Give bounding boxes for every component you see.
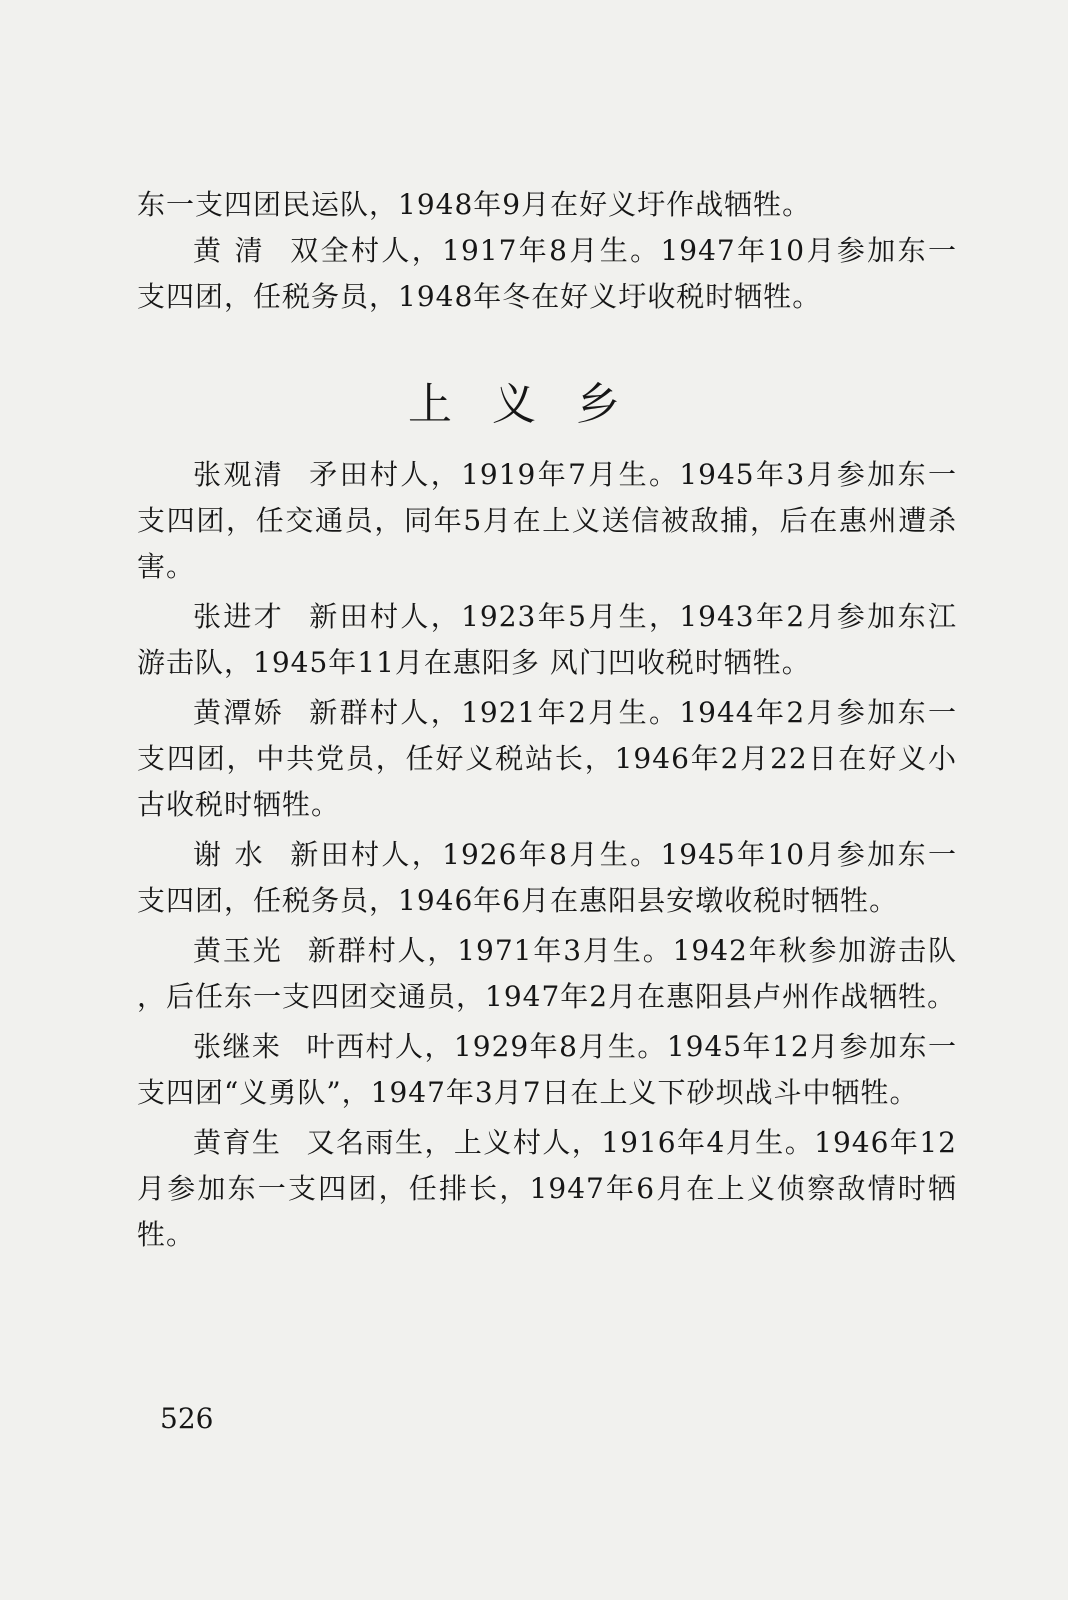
martyr-entry (137, 228, 957, 320)
martyr-name: 黄玉光 (193, 934, 283, 967)
martyr-entry (137, 1120, 957, 1258)
continuation-paragraph: 东一支四团民运队，1948年9月在好义圩作战牺牲。 (137, 188, 812, 221)
martyr-bio: 矛田村人，1919年7月生。1945年3月参加东一支四团，任交通员，同年5月在上义送信被敌捕，后在惠州遭杀害。 (137, 458, 957, 583)
martyr-entry (137, 594, 957, 686)
martyr-name: 张观清 (193, 458, 285, 491)
martyr-entry (137, 928, 957, 1020)
martyr-name: 黄育生 (193, 1126, 282, 1159)
martyr-entry (137, 452, 957, 590)
main-text-block (137, 452, 957, 1258)
martyr-name: 张继来 (193, 1030, 282, 1063)
martyr-name: 黄潭娇 (193, 696, 285, 729)
martyr-bio: 新田村人，1923年5月生，1943年2月参加东江游击队，1945年11月在惠阳多 风门凹收税时牺牲。 (137, 600, 957, 679)
martyr-bio: 双全村人，1917年8月生。1947年10月参加东一支四团，任税务员，1948年冬在好义圩收税时牺牲。 (137, 234, 957, 313)
top-text-block (137, 182, 957, 320)
martyr-entry (137, 1024, 957, 1116)
martyr-name: 谢 水 (193, 838, 266, 871)
martyr-name: 黄 清 (193, 234, 266, 267)
martyr-name: 张进才 (193, 600, 285, 633)
martyr-bio: 叶西村人，1929年8月生。1945年12月参加东一支四团“义勇队”，1947年3月7日在上义下砂坝战斗中牺牲。 (137, 1030, 957, 1109)
martyr-entry (137, 690, 957, 828)
martyr-bio: 新群村人，1921年2月生。1944年2月参加东一支四团，中共党员，任好义税站长，1946年2月22日在好义小古收税时牺牲。 (137, 696, 957, 821)
martyr-bio: 新田村人，1926年8月生。1945年10月参加东一支四团，任税务员，1946年6月在惠阳县安墩收税时牺牲。 (137, 838, 957, 917)
martyr-bio: 又名雨生，上义村人，1916年4月生。1946年12月参加东一支四团，任排长，1947年6月在上义侦察敌情时牺牲。 (137, 1126, 957, 1251)
section-title: 上义乡 (408, 379, 660, 430)
martyr-entry (137, 832, 957, 924)
page-number: 526 (160, 1402, 214, 1435)
martyr-bio: 新群村人，1971年3月生。1942年秋参加游击队 ，后任东一支四团交通员，1947年2月在惠阳县卢州作战牺牲。 (137, 934, 957, 1013)
